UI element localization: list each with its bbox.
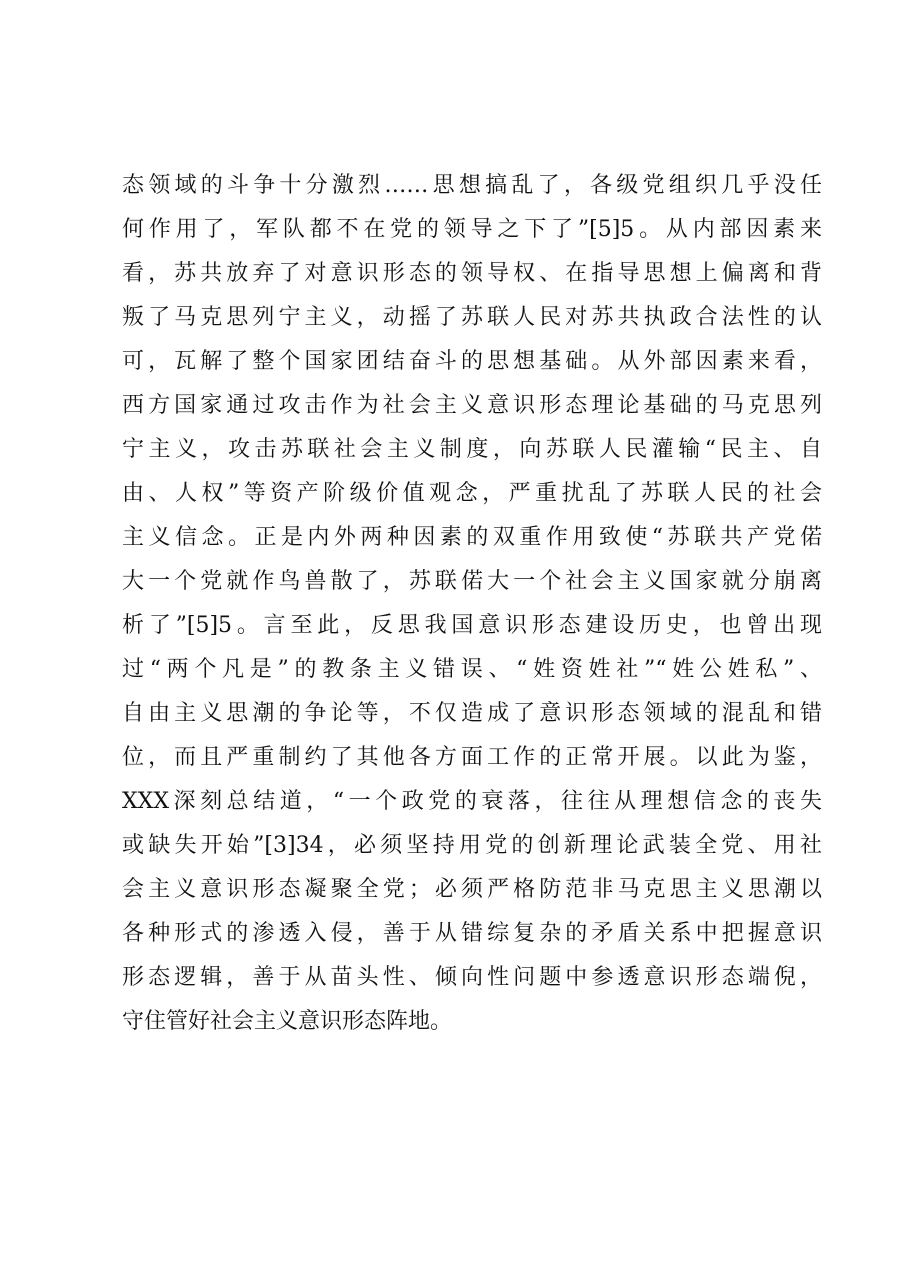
- text-line: 过“两个凡是”的教条主义错误、“姓资姓社”“姓公姓私”、: [122, 657, 822, 682]
- text-line: 由、人权”等资产阶级价值观念，严重扰乱了苏联人民的社会: [122, 481, 822, 506]
- text-line: 态领域的斗争十分激烈……思想搞乱了，各级党组织几乎没任: [122, 173, 822, 198]
- text-line: 大一个党就作鸟兽散了，苏联偌大一个社会主义国家就分崩离: [122, 569, 822, 594]
- text-line-last: 守住管好社会主义意识形态阵地。: [122, 1009, 453, 1034]
- text-line: 各种形式的渗透入侵，善于从错综复杂的矛盾关系中把握意识: [122, 921, 822, 946]
- text-line: XXX深刻总结道，“一个政党的衰落，往往从理想信念的丧失: [122, 789, 822, 814]
- text-line: 位，而且严重制约了其他各方面工作的正常开展。以此为鉴，: [122, 745, 822, 770]
- text-line: 看，苏共放弃了对意识形态的领导权、在指导思想上偏离和背: [122, 261, 822, 286]
- text-line: 或缺失开始”[3]34，必须坚持用党的创新理论武装全党、用社: [122, 833, 822, 858]
- text-line: 可，瓦解了整个国家团结奋斗的思想基础。从外部因素来看，: [122, 349, 822, 374]
- text-line: 叛了马克思列宁主义，动摇了苏联人民对苏共执政合法性的认: [122, 305, 822, 330]
- text-line: 自由主义思潮的争论等，不仅造成了意识形态领域的混乱和错: [122, 701, 822, 726]
- text-line: 西方国家通过攻击作为社会主义意识形态理论基础的马克思列: [122, 393, 822, 418]
- text-line: 形态逻辑，善于从苗头性、倾向性问题中参透意识形态端倪，: [122, 965, 822, 990]
- text-line: 析了”[5]5。言至此，反思我国意识形态建设历史，也曾出现: [122, 613, 822, 638]
- text-line: 会主义意识形态凝聚全党；必须严格防范非马克思主义思潮以: [122, 877, 822, 902]
- text-line: 何作用了，军队都不在党的领导之下了”[5]5。从内部因素来: [122, 217, 822, 242]
- text-line: 主义信念。正是内外两种因素的双重作用致使“苏联共产党偌: [122, 525, 822, 550]
- body-paragraph: [122, 164, 822, 1044]
- text-line: 宁主义，攻击苏联社会主义制度，向苏联人民灌输“民主、自: [122, 437, 822, 462]
